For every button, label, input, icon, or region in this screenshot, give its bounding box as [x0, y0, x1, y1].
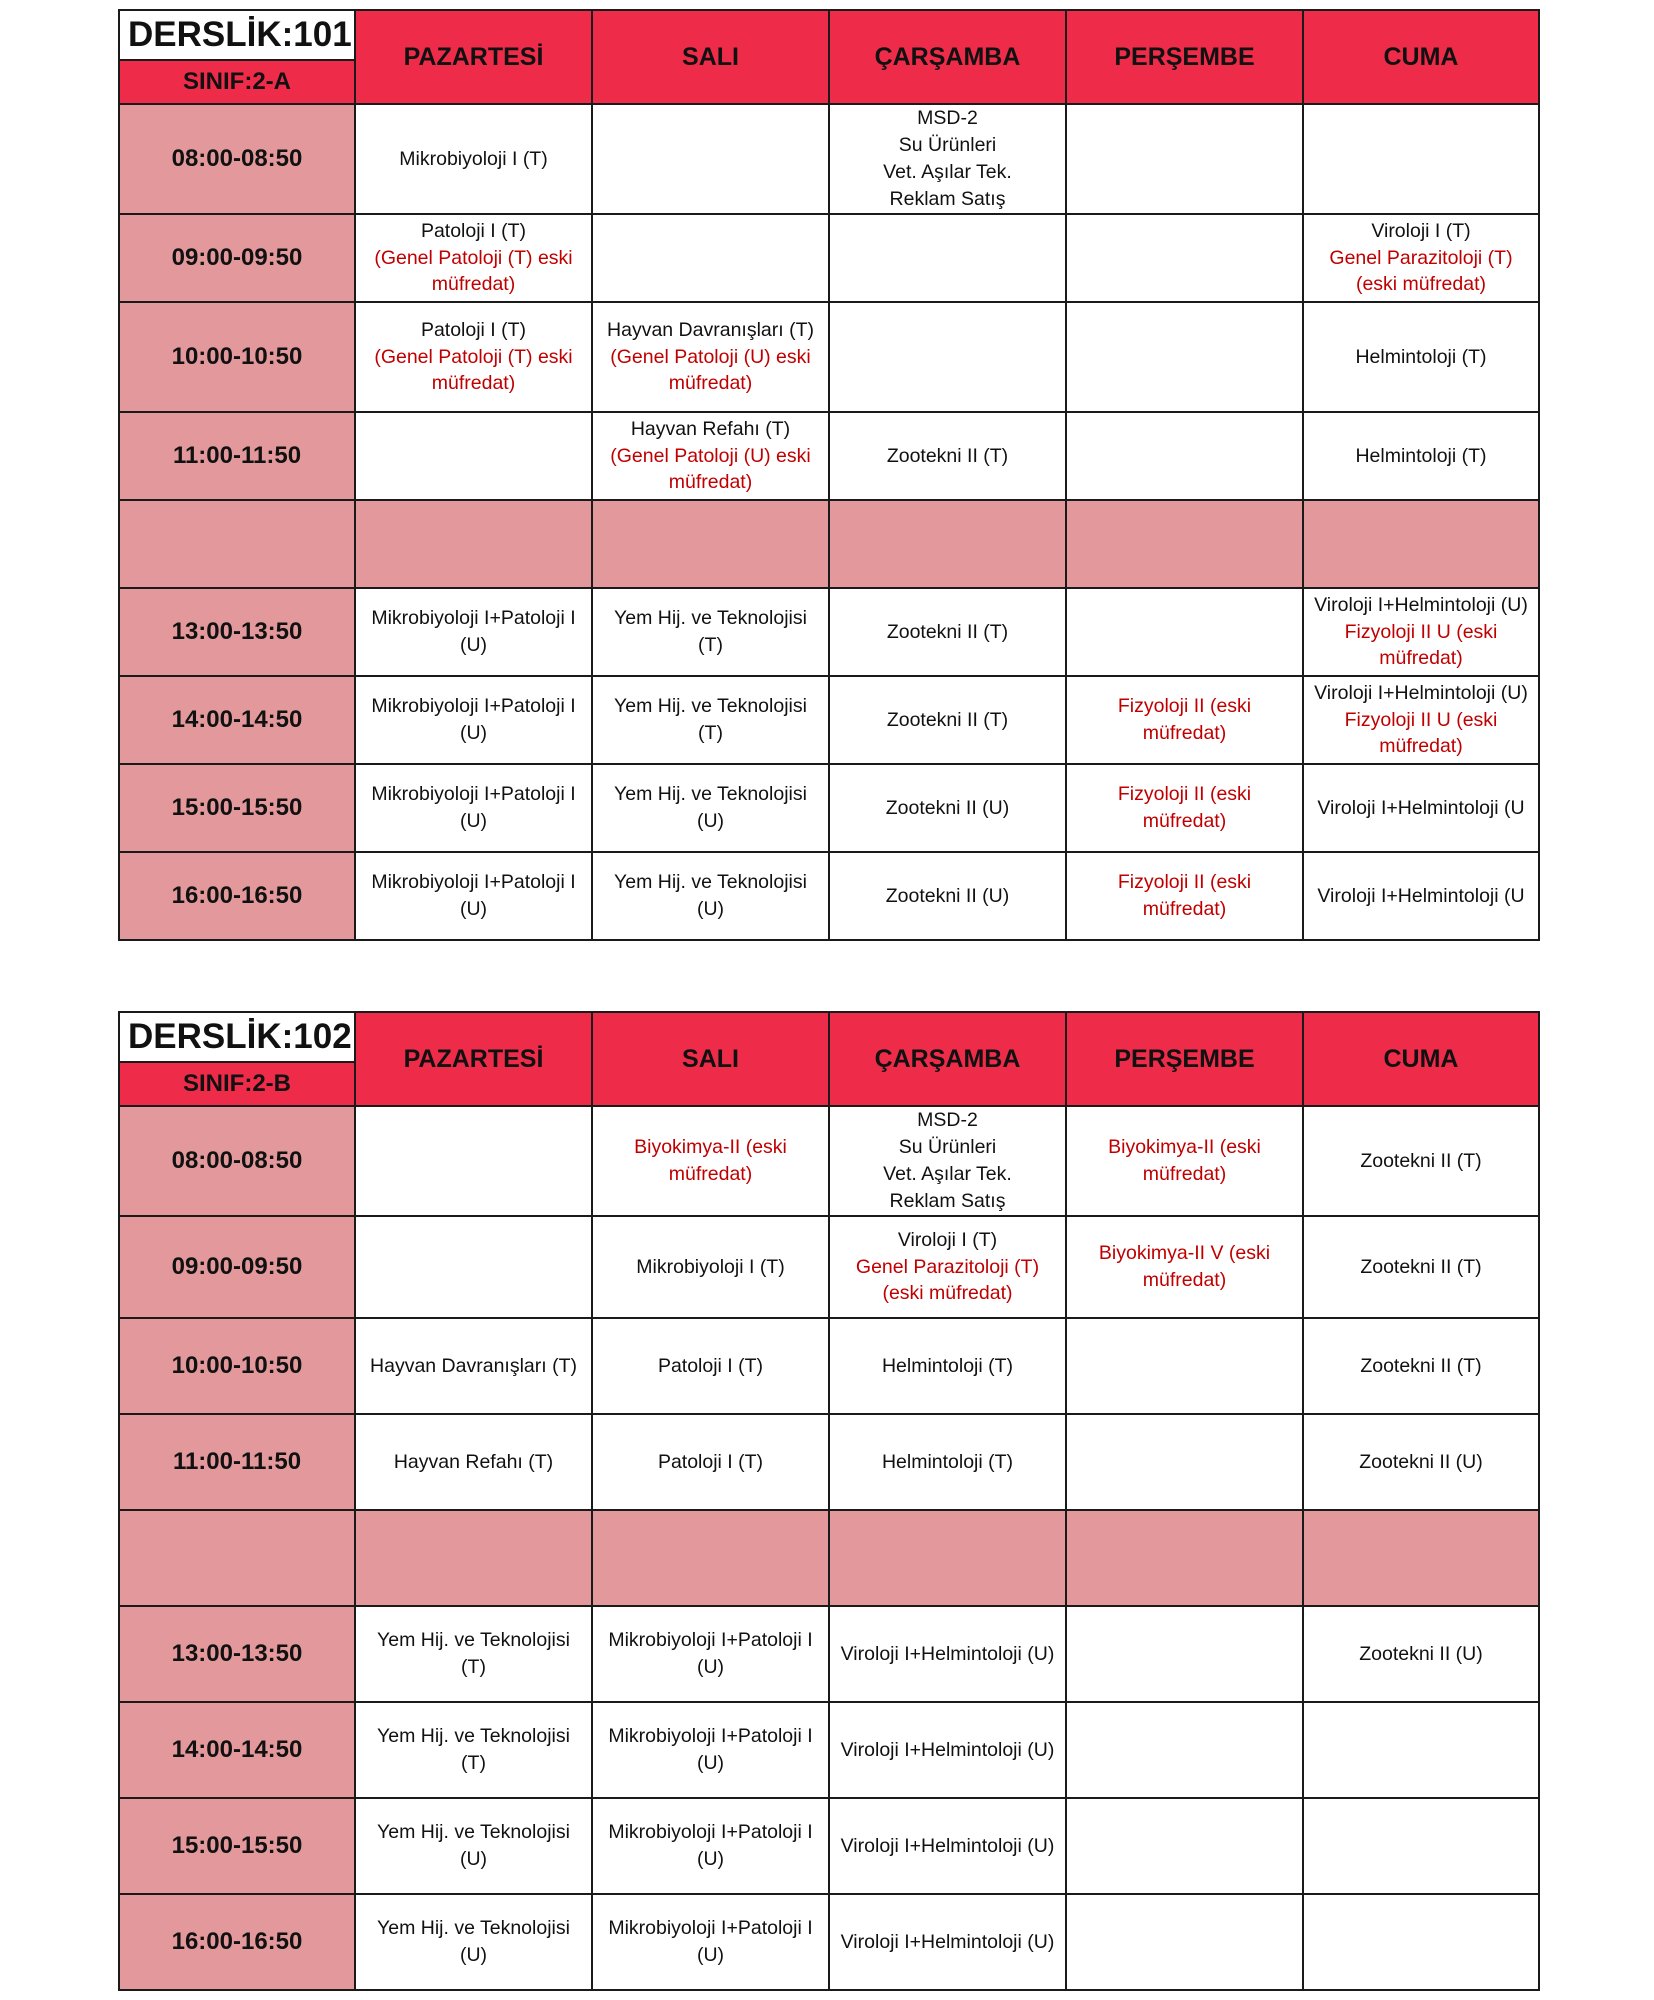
course-name: Helmintoloji (T)	[881, 1450, 1014, 1473]
course-name: Viroloji I+Helmintoloji (U)	[840, 1642, 1055, 1665]
schedule-cell	[355, 588, 592, 676]
schedule-cell	[1303, 214, 1539, 302]
course-name: Viroloji I+Helmintoloji (U)	[840, 1738, 1055, 1761]
schedule-cell	[355, 214, 592, 302]
schedule-cell	[1066, 1702, 1303, 1798]
course-name: Zootekni II (T)	[1360, 1149, 1482, 1172]
schedule-cell	[355, 676, 592, 764]
schedule-cell	[1066, 104, 1303, 214]
schedule-cell	[592, 302, 829, 412]
schedule-cell	[592, 104, 829, 214]
day-header: CUMA	[1303, 1012, 1539, 1106]
schedule-cell	[1303, 412, 1539, 500]
time-slot: 13:00-13:50	[119, 588, 355, 676]
schedule-cell	[1066, 588, 1303, 676]
day-header: ÇARŞAMBA	[829, 10, 1066, 104]
time-slot-row	[119, 676, 1539, 764]
course-name: Reklam Satış	[889, 187, 1006, 210]
course-name: Patoloji I (T)	[420, 219, 527, 242]
time-slot: 15:00-15:50	[119, 764, 355, 852]
schedule-cell	[829, 588, 1066, 676]
lunch-break-row	[119, 1510, 1539, 1606]
course-name: Hayvan Davranışları (T)	[370, 1354, 577, 1377]
time-slot: 11:00-11:50	[119, 412, 355, 500]
course-name: Helmintoloji (T)	[881, 1354, 1014, 1377]
course-name: Zootekni II (T)	[1360, 1255, 1482, 1278]
schedule-cell	[1303, 1798, 1539, 1894]
course-name: Hayvan Refahı (T)	[393, 1450, 554, 1473]
schedule-cell	[1066, 852, 1303, 940]
course-name: Mikrobiyoloji I+Patoloji I (U)	[371, 783, 576, 832]
schedule-cell	[1303, 764, 1539, 852]
course-old-curriculum: Fizyoloji II U (eski müfredat)	[1344, 620, 1498, 670]
schedule-cell	[1303, 1414, 1539, 1510]
schedule-cell	[355, 1414, 592, 1510]
schedule-cell	[355, 412, 592, 500]
day-header: ÇARŞAMBA	[829, 1012, 1066, 1106]
day-header: PERŞEMBE	[1066, 10, 1303, 104]
course-name: Mikrobiyoloji I+Patoloji I (U)	[608, 1725, 813, 1774]
course-name: Patoloji I (T)	[657, 1450, 764, 1473]
schedule-cell	[829, 1894, 1066, 1990]
course-old-curriculum: (Genel Patoloji (U) eski müfredat)	[610, 444, 811, 494]
course-old-curriculum: (Genel Patoloji (U) eski müfredat)	[610, 345, 811, 395]
time-slot-row	[119, 412, 1539, 500]
lunch-cell	[1066, 1510, 1303, 1606]
schedule-cell	[355, 852, 592, 940]
schedule-cell	[1066, 1318, 1303, 1414]
day-header: CUMA	[1303, 10, 1539, 104]
course-name: MSD-2	[917, 1109, 978, 1132]
header-row	[119, 10, 1539, 60]
course-old-curriculum: Biyokimya-II (eski müfredat)	[1108, 1136, 1261, 1185]
lunch-cell	[119, 1510, 355, 1606]
course-old-curriculum: Genel Parazitoloji (T) (eski müfredat)	[1329, 246, 1513, 296]
schedule-cell	[355, 1702, 592, 1798]
schedule-cell	[592, 412, 829, 500]
time-slot-row	[119, 1798, 1539, 1894]
schedule-cell	[1066, 1894, 1303, 1990]
course-name: MSD-2	[917, 107, 978, 130]
schedule-cell	[1066, 676, 1303, 764]
lunch-cell	[592, 1510, 829, 1606]
schedule-cell	[592, 852, 829, 940]
course-name: Hayvan Davranışları (T)	[607, 318, 814, 341]
time-slot-row	[119, 104, 1539, 214]
schedule-cell	[1303, 1318, 1539, 1414]
course-old-curriculum: Fizyoloji II (eski müfredat)	[1117, 695, 1252, 744]
schedule-table-101	[118, 9, 1540, 941]
course-name: Vet. Aşılar Tek.	[883, 161, 1012, 183]
course-name: Zootekni II (T)	[886, 620, 1009, 643]
day-header: SALI	[592, 10, 829, 104]
schedule-cell	[355, 1106, 592, 1216]
course-name: Mikrobiyoloji I (T)	[399, 147, 548, 170]
time-slot: 15:00-15:50	[119, 1798, 355, 1894]
schedule-cell	[829, 412, 1066, 500]
schedule-cell	[592, 214, 829, 302]
course-old-curriculum: Fizyoloji II U (eski müfredat)	[1344, 708, 1498, 758]
course-old-curriculum: (Genel Patoloji (T) eski müfredat)	[374, 246, 573, 296]
day-header: SALI	[592, 1012, 829, 1106]
course-name: Mikrobiyoloji I+Patoloji I (U)	[371, 607, 576, 656]
time-slot-row	[119, 1606, 1539, 1702]
schedule-cell	[1303, 1606, 1539, 1702]
schedule-cell	[355, 1216, 592, 1318]
time-slot: 14:00-14:50	[119, 1702, 355, 1798]
day-header: PERŞEMBE	[1066, 1012, 1303, 1106]
time-slot-row	[119, 1414, 1539, 1510]
schedule-cell	[829, 764, 1066, 852]
course-name: Viroloji I+Helmintoloji (U	[1317, 884, 1525, 907]
time-slot-row	[119, 302, 1539, 412]
schedule-cell	[1303, 588, 1539, 676]
schedule-cell	[1066, 302, 1303, 412]
course-name: Mikrobiyoloji I+Patoloji I (U)	[371, 695, 576, 744]
schedule-cell	[1303, 676, 1539, 764]
schedule-cell	[1066, 214, 1303, 302]
schedule-cell	[355, 104, 592, 214]
schedule-cell	[829, 676, 1066, 764]
time-slot-row	[119, 1106, 1539, 1216]
room-title: DERSLİK:101	[119, 10, 355, 60]
class-label: SINIF:2-B	[119, 1062, 355, 1106]
schedule-cell	[592, 764, 829, 852]
course-name: Vet. Aşılar Tek.	[883, 1163, 1012, 1185]
time-slot: 16:00-16:50	[119, 1894, 355, 1990]
time-slot: 13:00-13:50	[119, 1606, 355, 1702]
time-slot: 10:00-10:50	[119, 1318, 355, 1414]
course-name: Viroloji I+Helmintoloji (U)	[1314, 681, 1528, 704]
schedule-cell	[829, 104, 1066, 214]
lunch-cell	[355, 500, 592, 588]
course-name: Mikrobiyoloji I (T)	[636, 1255, 785, 1278]
course-name: Zootekni II (T)	[1360, 1354, 1482, 1377]
schedule-cell	[829, 852, 1066, 940]
time-slot: 09:00-09:50	[119, 214, 355, 302]
course-old-curriculum: Fizyoloji II (eski müfredat)	[1117, 871, 1252, 920]
schedule-cell	[1066, 412, 1303, 500]
course-name: Patoloji I (T)	[657, 1354, 764, 1377]
schedule-cell	[1066, 1606, 1303, 1702]
class-label: SINIF:2-A	[119, 60, 355, 104]
schedule-cell	[829, 302, 1066, 412]
course-name: Yem Hij. ve Teknolojisi (T)	[614, 607, 807, 656]
time-slot: 09:00-09:50	[119, 1216, 355, 1318]
course-old-curriculum: Biyokimya-II V (eski müfredat)	[1098, 1242, 1271, 1291]
course-name: Zootekni II (T)	[886, 708, 1009, 731]
course-name: Viroloji I (T)	[897, 1228, 998, 1251]
time-slot: 11:00-11:50	[119, 1414, 355, 1510]
course-name: Yem Hij. ve Teknolojisi (U)	[377, 1917, 570, 1966]
course-name: Viroloji I+Helmintoloji (U)	[840, 1930, 1055, 1953]
time-slot-row	[119, 764, 1539, 852]
schedule-cell	[829, 1216, 1066, 1318]
lunch-cell	[829, 500, 1066, 588]
schedule-table-102	[118, 1011, 1540, 1991]
schedule-cell	[592, 1106, 829, 1216]
header-row	[119, 1012, 1539, 1062]
course-old-curriculum: Fizyoloji II (eski müfredat)	[1117, 783, 1252, 832]
course-name: Patoloji I (T)	[420, 318, 527, 341]
schedule-cell	[355, 1798, 592, 1894]
schedule-cell	[1303, 302, 1539, 412]
course-name: Zootekni II (U)	[1359, 1450, 1483, 1473]
course-name: Hayvan Refahı (T)	[630, 417, 791, 440]
schedule-cell	[1303, 1106, 1539, 1216]
course-name: Mikrobiyoloji I+Patoloji I (U)	[371, 871, 576, 920]
course-name: Zootekni II (U)	[885, 884, 1010, 907]
lunch-cell	[592, 500, 829, 588]
course-name: Su Ürünleri	[898, 1136, 997, 1159]
lunch-cell	[829, 1510, 1066, 1606]
time-slot: 14:00-14:50	[119, 676, 355, 764]
course-old-curriculum: (Genel Patoloji (T) eski müfredat)	[374, 345, 573, 395]
course-name: Viroloji I (T)	[1371, 219, 1471, 242]
schedule-cell	[829, 1798, 1066, 1894]
schedule-cell	[1066, 1798, 1303, 1894]
course-name: Yem Hij. ve Teknolojisi (U)	[614, 783, 807, 832]
course-name: Su Ürünleri	[898, 134, 997, 157]
schedule-cell	[592, 588, 829, 676]
time-slot-row	[119, 852, 1539, 940]
time-slot-row	[119, 1318, 1539, 1414]
time-slot: 08:00-08:50	[119, 1106, 355, 1216]
schedule-cell	[1066, 1106, 1303, 1216]
schedule-cell	[592, 1216, 829, 1318]
lunch-cell	[119, 500, 355, 588]
schedule-cell	[355, 1894, 592, 1990]
schedule-cell	[829, 1702, 1066, 1798]
course-name: Mikrobiyoloji I+Patoloji I (U)	[608, 1917, 813, 1966]
time-slot-row	[119, 1894, 1539, 1990]
schedule-cell	[829, 1318, 1066, 1414]
schedule-cell	[1303, 1702, 1539, 1798]
time-slot: 08:00-08:50	[119, 104, 355, 214]
course-name: Zootekni II (U)	[885, 796, 1010, 819]
course-name: Mikrobiyoloji I+Patoloji I (U)	[608, 1821, 813, 1870]
course-name: Yem Hij. ve Teknolojisi (T)	[377, 1725, 570, 1774]
schedule-cell	[829, 1606, 1066, 1702]
schedule-cell	[1303, 1894, 1539, 1990]
time-slot: 10:00-10:50	[119, 302, 355, 412]
course-name: Helmintoloji (T)	[1355, 345, 1487, 368]
course-old-curriculum: Biyokimya-II (eski müfredat)	[634, 1136, 787, 1185]
room-title: DERSLİK:102	[119, 1012, 355, 1062]
course-name: Viroloji I+Helmintoloji (U	[1317, 796, 1525, 819]
course-name: Viroloji I+Helmintoloji (U)	[840, 1834, 1055, 1857]
schedule-cell	[355, 1606, 592, 1702]
schedule-cell	[592, 1606, 829, 1702]
schedule-cell	[592, 1894, 829, 1990]
schedule-cell	[592, 1798, 829, 1894]
lunch-cell	[1303, 500, 1539, 588]
schedule-cell	[829, 214, 1066, 302]
schedule-cell	[1303, 1216, 1539, 1318]
course-name: Viroloji I+Helmintoloji (U)	[1314, 593, 1528, 616]
time-slot-row	[119, 1702, 1539, 1798]
schedule-cell	[355, 1318, 592, 1414]
schedule-cell	[829, 1106, 1066, 1216]
schedule-cell	[1303, 104, 1539, 214]
schedule-cell	[1303, 852, 1539, 940]
course-name: Zootekni II (U)	[1359, 1642, 1483, 1665]
course-name: Yem Hij. ve Teknolojisi (T)	[377, 1629, 570, 1678]
schedule-cell	[1066, 1414, 1303, 1510]
course-name: Reklam Satış	[889, 1189, 1006, 1212]
lunch-cell	[1066, 500, 1303, 588]
schedule-cell	[1066, 1216, 1303, 1318]
course-name: Yem Hij. ve Teknolojisi (U)	[614, 871, 807, 920]
time-slot-row	[119, 588, 1539, 676]
time-slot-row	[119, 1216, 1539, 1318]
course-name: Helmintoloji (T)	[1355, 444, 1487, 467]
course-name: Yem Hij. ve Teknolojisi (T)	[614, 695, 807, 744]
course-name: Yem Hij. ve Teknolojisi (U)	[377, 1821, 570, 1870]
lunch-cell	[355, 1510, 592, 1606]
day-header: PAZARTESİ	[355, 10, 592, 104]
course-name: Zootekni II (T)	[886, 444, 1009, 467]
lunch-break-row	[119, 500, 1539, 588]
schedule-cell	[1066, 764, 1303, 852]
course-old-curriculum: Genel Parazitoloji (T) (eski müfredat)	[855, 1255, 1040, 1305]
schedule-cell	[592, 1414, 829, 1510]
schedule-cell	[592, 1318, 829, 1414]
schedule-cell	[592, 1702, 829, 1798]
schedule-cell	[829, 1414, 1066, 1510]
time-slot: 16:00-16:50	[119, 852, 355, 940]
lunch-cell	[1303, 1510, 1539, 1606]
schedule-cell	[592, 676, 829, 764]
schedule-cell	[355, 302, 592, 412]
day-header: PAZARTESİ	[355, 1012, 592, 1106]
schedule-cell	[355, 764, 592, 852]
course-name: Mikrobiyoloji I+Patoloji I (U)	[608, 1629, 813, 1678]
time-slot-row	[119, 214, 1539, 302]
